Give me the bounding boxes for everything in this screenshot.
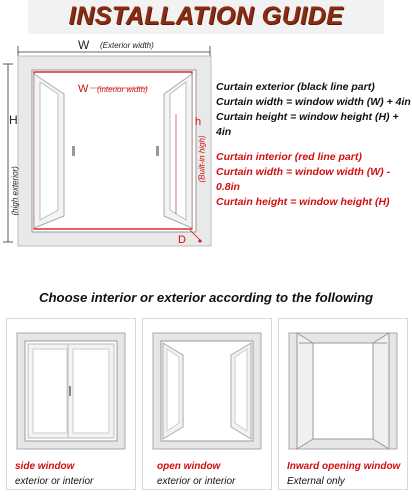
open-window-icon [149, 331, 265, 451]
exterior-spec-heading: Curtain exterior (black line part) [216, 81, 375, 93]
exterior-width-label: (Exterior width) [100, 41, 154, 50]
interior-spec [216, 150, 412, 210]
card-inward-window-title: Inward opening window [287, 461, 401, 472]
exterior-height-rule: Curtain height = window height (H) + 4in [216, 111, 399, 138]
inward-window-icon [285, 331, 401, 451]
inner-width-label: W [78, 83, 89, 95]
card-side-window-title: side window [15, 461, 75, 472]
built-in-high-label: (Built-in high) [197, 135, 207, 183]
exterior-width-rule: Curtain width = window width (W) + 4in [216, 96, 411, 108]
height-label: H [9, 113, 18, 127]
high-exterior-label: (high exterior) [10, 166, 20, 216]
interior-height-rule: Curtain height = window height (H) [216, 196, 390, 208]
page-title: INSTALLATION GUIDE [68, 2, 344, 30]
card-inward-window [278, 318, 408, 490]
choose-instruction: Choose interior or exterior according to the following [38, 290, 374, 305]
card-inward-window-subtitle: External only [287, 476, 345, 487]
interior-width-label: (interior width) [97, 85, 148, 94]
card-open-window-title: open window [157, 461, 221, 472]
side-window-icon [13, 331, 129, 451]
card-open-window-subtitle: exterior or interior [157, 476, 236, 487]
depth-label: D [178, 234, 186, 246]
card-side-window [6, 318, 136, 490]
card-side-window-subtitle: exterior or interior [15, 476, 94, 487]
exterior-spec [216, 80, 412, 140]
inner-height-label: h [195, 116, 202, 128]
installation-diagram [0, 34, 215, 249]
interior-width-rule: Curtain width = window width (W) - 0.8in [216, 166, 391, 193]
card-open-window [142, 318, 272, 490]
width-label: W [78, 38, 90, 52]
interior-spec-heading: Curtain interior (red line part) [216, 151, 362, 163]
